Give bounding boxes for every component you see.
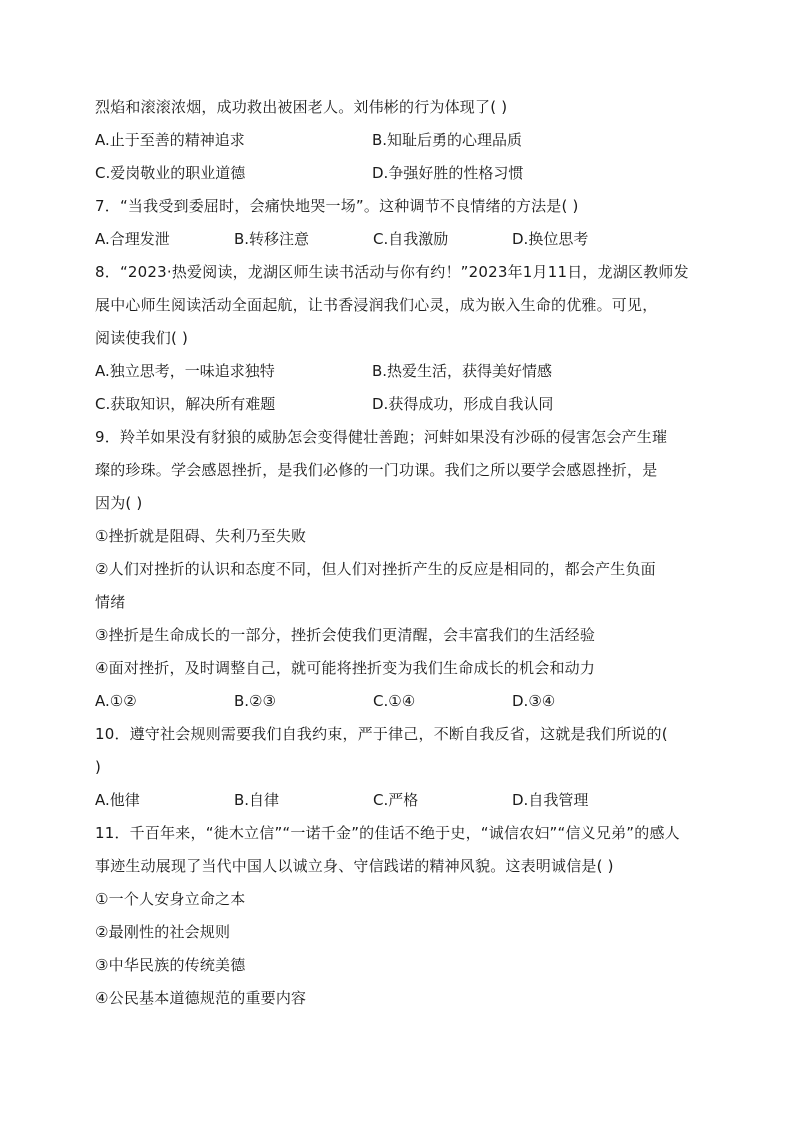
q11-statement-1: ①一个人安身立命之本 xyxy=(95,890,246,908)
q6-option-b: B.知耻后勇的心理品质 xyxy=(372,131,523,149)
q10-option-d: D.自我管理 xyxy=(512,791,589,809)
q10-option-b: B.自律 xyxy=(234,791,280,809)
q10-stem-line-2: ) xyxy=(95,758,102,776)
q10-options xyxy=(95,784,698,817)
q7-option-d: D.换位思考 xyxy=(512,230,589,248)
q8-options-row-2 xyxy=(95,388,698,421)
q6-option-a: A.止于至善的精神追求 xyxy=(95,131,245,149)
q8-stem-line-3: 阅读使我们( ) xyxy=(95,329,189,347)
q6-option-c: C.爱岗敬业的职业道德 xyxy=(95,164,246,182)
q8-stem-line-1: 8．“2023·热爱阅读，龙湖区师生读书活动与你有约！”2023年1月11日，龙湖区教师发 xyxy=(95,263,689,281)
q9-statement-4: ④面对挫折，及时调整自己，就可能将挫折变为我们生命成长的机会和动力 xyxy=(95,659,596,677)
q7-option-c: C.自我激励 xyxy=(373,230,449,248)
q11-stem-line-1: 11．千百年来，“徙木立信”“一诺千金”的佳话不绝于史，“诚信农妇”“信义兄弟”的感人 xyxy=(95,824,680,842)
q8-option-c: C.获取知识，解决所有难题 xyxy=(95,395,276,413)
q6-options-row-2 xyxy=(95,157,698,190)
q8-option-d: D.获得成功，形成自我认同 xyxy=(372,395,554,413)
q9-statement-1: ①挫折就是阻碍、失利乃至失败 xyxy=(95,527,307,545)
q10-option-a: A.他律 xyxy=(95,791,140,809)
q10-stem-line-1: 10．遵守社会规则需要我们自我约束，严于律己，不断自我反省，这就是我们所说的( xyxy=(95,725,668,743)
q9-option-d: D.③④ xyxy=(512,692,556,710)
q8-option-a: A.独立思考，一味追求独特 xyxy=(95,362,275,380)
q9-stem-line-1: 9．羚羊如果没有豺狼的威胁怎会变得健壮善跑；河蚌如果没有沙砾的侵害怎会产生璀 xyxy=(95,428,668,446)
q9-option-b: B.②③ xyxy=(234,692,276,710)
q11-stem-line-2: 事迹生动展现了当代中国人以诚立身、守信践诺的精神风貌。这表明诚信是( ) xyxy=(95,857,614,875)
q9-statement-2-cont: 情绪 xyxy=(95,593,126,611)
q6-options-row-1 xyxy=(95,124,698,157)
q9-statement-2: ②人们对挫折的认识和态度不同，但人们对挫折产生的反应是相同的，都会产生负面 xyxy=(95,560,656,578)
q11-statement-2: ②最刚性的社会规则 xyxy=(95,923,231,941)
q10-option-c: C.严格 xyxy=(373,791,419,809)
q9-stem-line-3: 因为( ) xyxy=(95,494,143,512)
q6-option-d: D.争强好胜的性格习惯 xyxy=(372,164,524,182)
q11-statement-3: ③中华民族的传统美德 xyxy=(95,956,246,974)
q7-options xyxy=(95,223,698,256)
q6-stem-tail: 烈焰和滚滚浓烟，成功救出被困老人。刘伟彬的行为体现了( ) xyxy=(95,98,508,116)
q7-option-a: A.合理发泄 xyxy=(95,230,170,248)
q9-statement-3: ③挫折是生命成长的一部分，挫折会使我们更清醒，会丰富我们的生活经验 xyxy=(95,626,596,644)
q8-stem-line-2: 展中心师生阅读活动全面起航，让书香浸润我们心灵，成为嵌入生命的优雅。可见， xyxy=(95,296,658,314)
q9-option-c: C.①④ xyxy=(373,692,416,710)
q9-option-a: A.①② xyxy=(95,692,137,710)
q9-options xyxy=(95,685,698,718)
q7-option-b: B.转移注意 xyxy=(234,230,310,248)
q8-options-row-1 xyxy=(95,355,698,388)
q9-stem-line-2: 璨的珍珠。学会感恩挫折，是我们必修的一门功课。我们之所以要学会感恩挫折，是 xyxy=(95,461,658,479)
q11-statement-4: ④公民基本道德规范的重要内容 xyxy=(95,989,307,1007)
q8-option-b: B.热爱生活，获得美好情感 xyxy=(372,362,553,380)
q7-stem: 7．“当我受到委屈时，会痛快地哭一场”。这种调节不良情绪的方法是( ) xyxy=(95,197,579,215)
